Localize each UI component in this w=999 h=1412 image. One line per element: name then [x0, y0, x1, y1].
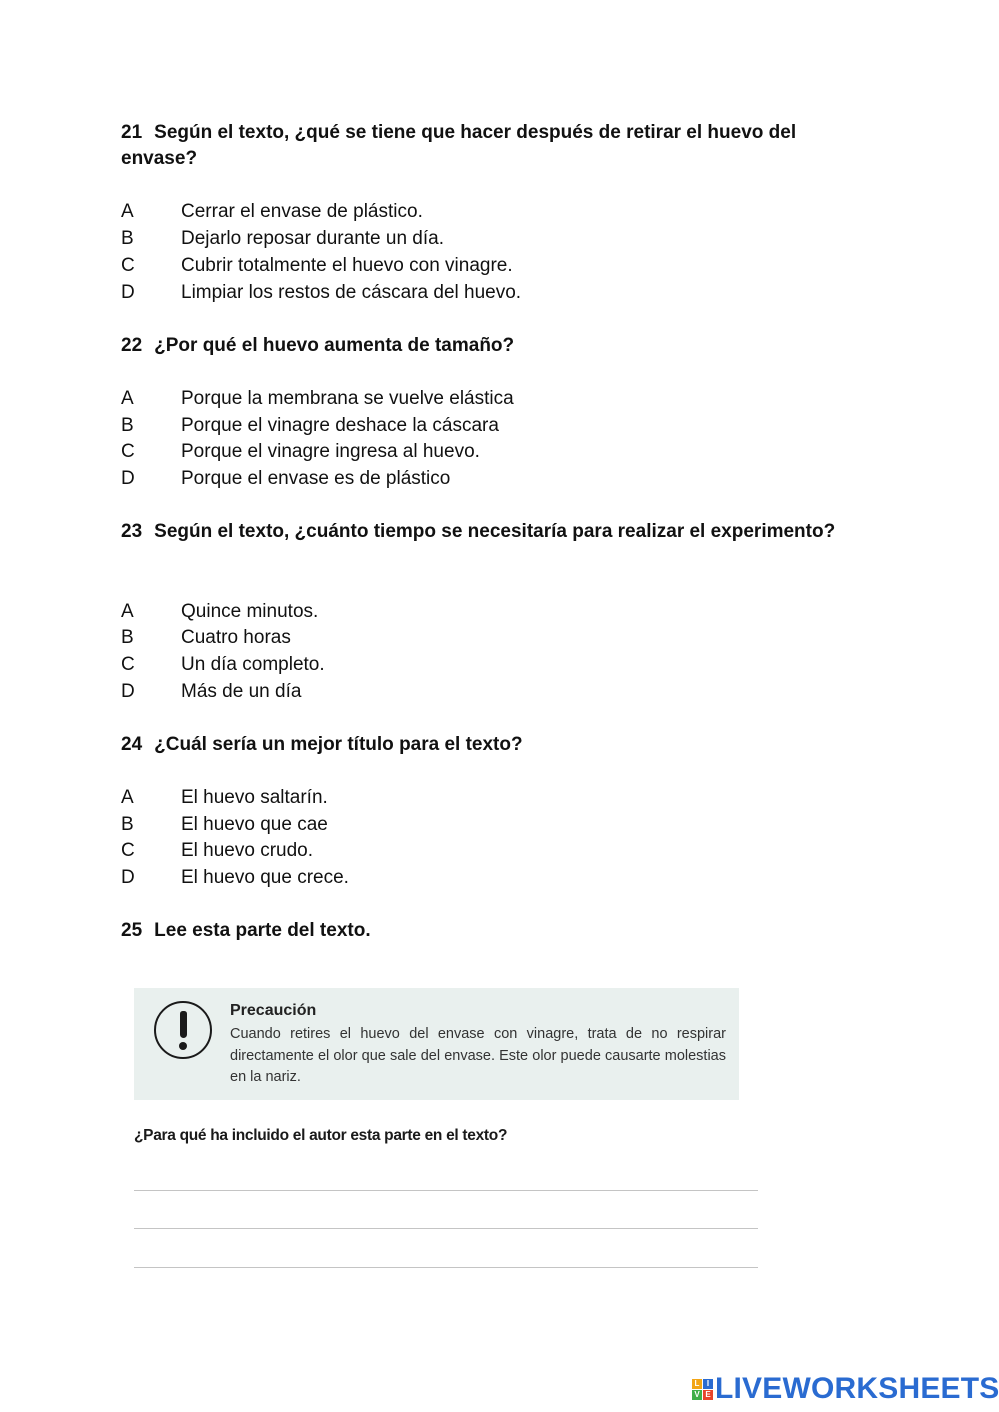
answer-line-3[interactable]	[134, 1267, 758, 1268]
logo-tile: I	[703, 1379, 713, 1389]
question-24-option-c[interactable]: C El huevo crudo.	[121, 840, 314, 861]
question-22-option-c[interactable]: C Porque el vinagre ingresa al huevo.	[121, 441, 480, 462]
question-22-option-d[interactable]: D Porque el envase es de plástico	[121, 468, 451, 489]
question-24-title: 24 ¿Cuál sería un mejor título para el texto?	[121, 734, 523, 755]
question-24-option-d[interactable]: D El huevo que crece.	[121, 867, 349, 888]
question-21-option-c[interactable]: C Cubrir totalmente el huevo con vinagre.	[121, 255, 513, 276]
logo-tile: L	[692, 1379, 702, 1389]
question-23-option-b[interactable]: B Cuatro horas	[121, 627, 291, 648]
answer-line-1[interactable]	[134, 1190, 758, 1191]
answer-prompt: ¿Para qué ha incluido el autor esta parte en el texto?	[134, 1127, 508, 1144]
liveworksheets-logo	[692, 1373, 999, 1405]
caution-title: Precaución	[230, 1002, 317, 1019]
question-23-option-d[interactable]: D Más de un día	[121, 681, 302, 702]
question-22-title: 22 ¿Por qué el huevo aumenta de tamaño?	[121, 335, 515, 356]
question-23-option-a[interactable]: A Quince minutos.	[121, 601, 319, 622]
logo-wordmark: LIVEWORKSHEETS	[715, 1372, 999, 1405]
question-25-title: 25 Lee esta parte del texto.	[121, 920, 371, 941]
caution-box	[134, 988, 739, 1100]
caution-text: Cuando retires el huevo del envase con vinagre, trata de no respirar directamente el olor que sale del envase. Este olor puede causarte molestias en la nariz.	[230, 1026, 726, 1085]
question-23-title: 23 Según el texto, ¿cuánto tiempo se necesitaría para realizar el experimento?	[121, 521, 836, 542]
exclamation-icon	[154, 1001, 212, 1059]
question-21-title: 21 Según el texto, ¿qué se tiene que hacer después de retirar el huevo del envase?	[121, 122, 797, 169]
question-21-option-d[interactable]: D Limpiar los restos de cáscara del huevo.	[121, 282, 522, 303]
question-22-option-b[interactable]: B Porque el vinagre deshace la cáscara	[121, 415, 499, 436]
logo-tile: E	[703, 1390, 713, 1400]
logo-tile: V	[692, 1390, 702, 1400]
question-24-option-a[interactable]: A El huevo saltarín.	[121, 787, 328, 808]
question-24-option-b[interactable]: B El huevo que cae	[121, 814, 328, 835]
answer-line-2[interactable]	[134, 1228, 758, 1229]
question-23-option-c[interactable]: C Un día completo.	[121, 654, 325, 675]
question-22-option-a[interactable]: A Porque la membrana se vuelve elástica	[121, 388, 514, 409]
logo-tiles-icon	[692, 1379, 713, 1400]
question-21-option-a[interactable]: A Cerrar el envase de plástico.	[121, 201, 423, 222]
question-21-option-b[interactable]: B Dejarlo reposar durante un día.	[121, 228, 444, 249]
